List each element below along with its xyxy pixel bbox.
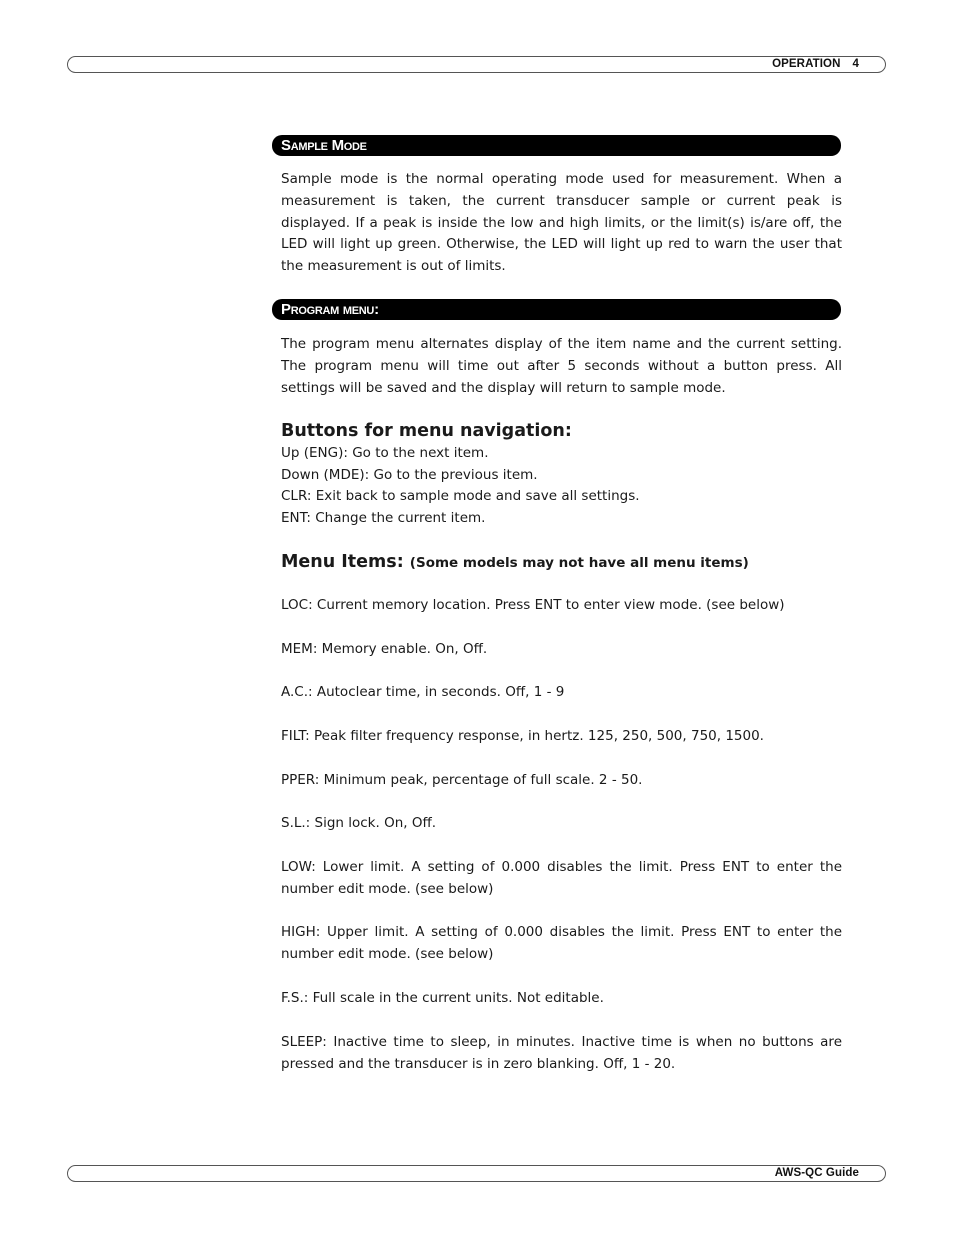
- menu-item: LOW: Lower limit. A setting of 0.000 disables the limit. Press ENT to enter the number edit mode. (see below): [281, 859, 842, 897]
- section-bar-program-menu: [272, 299, 841, 320]
- header-bar: [67, 56, 886, 73]
- menu-item: SLEEP: Inactive time to sleep, in minutes. Inactive time is when no buttons are pressed and the transducer is in zero blanking. Off, 1 - 20.: [281, 1034, 842, 1072]
- footer-bar: [67, 1165, 886, 1182]
- menu-item: PPER: Minimum peak, percentage of full scale. 2 - 50.: [281, 772, 643, 788]
- section-title-sample-mode: Sample Mode: [281, 137, 367, 154]
- program-menu-paragraph: The program menu alternates display of the item name and the current setting. The program menu will time out after 5 seconds without a button press. All settings will be saved and the display will return to sample mode.: [281, 336, 842, 396]
- menu-item: LOC: Current memory location. Press ENT to enter view mode. (see below): [281, 597, 785, 613]
- button-item: Up (ENG): Go to the next item.: [281, 445, 489, 461]
- menu-items-note: (Some models may not have all menu items): [409, 555, 749, 571]
- menu-item: FILT: Peak filter frequency response, in hertz. 125, 250, 500, 750, 1500.: [281, 728, 764, 744]
- menu-item: HIGH: Upper limit. A setting of 0.000 disables the limit. Press ENT to enter the number edit mode. (see below): [281, 924, 842, 962]
- button-item: CLR: Exit back to sample mode and save all settings.: [281, 488, 640, 504]
- section-title-program-menu: Program menu:: [281, 301, 379, 318]
- menu-item: F.S.: Full scale in the current units. Not editable.: [281, 990, 604, 1006]
- section-bar-sample-mode: [272, 135, 841, 156]
- menu-item: S.L.: Sign lock. On, Off.: [281, 815, 437, 831]
- buttons-heading: Buttons for menu navigation:: [281, 421, 572, 441]
- page-number: 4: [852, 58, 859, 70]
- menu-item: A.C.: Autoclear time, in seconds. Off, 1 - 9: [281, 684, 565, 700]
- button-item: Down (MDE): Go to the previous item.: [281, 467, 538, 483]
- menu-items-heading: [281, 551, 749, 574]
- footer-text: AWS-QC Guide: [774, 1167, 859, 1179]
- button-item: ENT: Change the current item.: [281, 510, 486, 526]
- menu-item: MEM: Memory enable. On, Off.: [281, 641, 488, 657]
- header-text: [772, 57, 859, 72]
- menu-items-heading-text: Menu Items:: [281, 552, 404, 572]
- sample-mode-paragraph: Sample mode is the normal operating mode used for measurement. When a measurement is taken, the current transducer sample or current peak is displayed. If a peak is inside the low and high limits, or the limit(s) is/are off, the LED will light up green. Otherwise, the LED will light up red to warn the user that the measurement is out of limits.: [281, 171, 842, 275]
- header-section: OPERATION: [772, 58, 841, 70]
